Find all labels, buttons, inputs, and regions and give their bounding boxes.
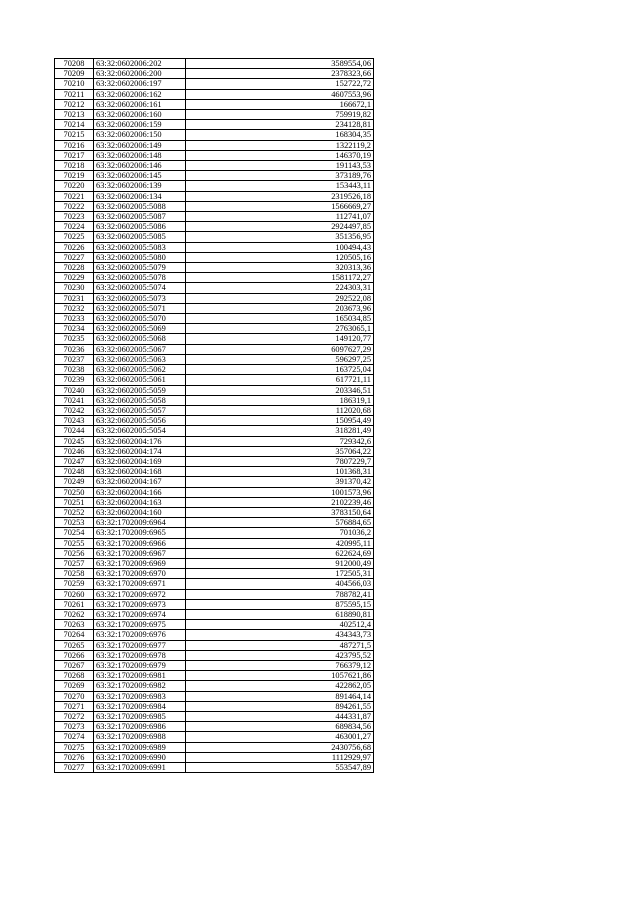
- cadastral-number-cell: 63:32:0602005:5073: [94, 293, 186, 303]
- cadastral-value-cell: 404566,03: [186, 579, 374, 589]
- cadastral-number-cell: 63:32:0602005:5056: [94, 416, 186, 426]
- row-number-cell: 70257: [55, 558, 94, 568]
- cadastral-number-cell: 63:32:1702009:6991: [94, 763, 186, 773]
- table-row: [55, 344, 374, 354]
- cadastral-value-cell: 1322119,2: [186, 140, 374, 150]
- cadastral-value-cell: 434343,73: [186, 630, 374, 640]
- row-number-cell: 70244: [55, 426, 94, 436]
- cadastral-value-cell: 100494,43: [186, 242, 374, 252]
- table-row: [55, 538, 374, 548]
- table-row: [55, 609, 374, 619]
- table-row: [55, 69, 374, 79]
- cadastral-value-cell: 2378323,66: [186, 69, 374, 79]
- cadastral-number-cell: 63:32:1702009:6969: [94, 558, 186, 568]
- cadastral-value-cell: 788782,41: [186, 589, 374, 599]
- cadastral-value-cell: 576884,65: [186, 518, 374, 528]
- table-row: [55, 732, 374, 742]
- cadastral-number-cell: 63:32:1702009:6972: [94, 589, 186, 599]
- row-number-cell: 70215: [55, 130, 94, 140]
- table-row: [55, 263, 374, 273]
- row-number-cell: 70263: [55, 620, 94, 630]
- table-row: [55, 385, 374, 395]
- table-row: [55, 660, 374, 670]
- table-row: [55, 334, 374, 344]
- row-number-cell: 70227: [55, 252, 94, 262]
- cadastral-value-cell: 166672,1: [186, 99, 374, 109]
- row-number-cell: 70208: [55, 59, 94, 69]
- cadastral-value-cell: 3589554,06: [186, 59, 374, 69]
- row-number-cell: 70248: [55, 467, 94, 477]
- row-number-cell: 70267: [55, 660, 94, 670]
- table-row: [55, 99, 374, 109]
- table-row: [55, 150, 374, 160]
- cadastral-value-cell: 617721,11: [186, 375, 374, 385]
- cadastral-value-cell: 373189,76: [186, 171, 374, 181]
- row-number-cell: 70216: [55, 140, 94, 150]
- table-row: [55, 161, 374, 171]
- row-number-cell: 70252: [55, 507, 94, 517]
- cadastral-number-cell: 63:32:0602006:134: [94, 191, 186, 201]
- cadastral-number-cell: 63:32:0602005:5079: [94, 263, 186, 273]
- row-number-cell: 70273: [55, 722, 94, 732]
- cadastral-value-cell: 891464,14: [186, 691, 374, 701]
- row-number-cell: 70251: [55, 497, 94, 507]
- cadastral-number-cell: 63:32:0602006:148: [94, 150, 186, 160]
- row-number-cell: 70214: [55, 120, 94, 130]
- table-row: [55, 569, 374, 579]
- cadastral-value-cell: 292522,08: [186, 293, 374, 303]
- table-row: [55, 701, 374, 711]
- cadastral-value-cell: 172505,31: [186, 569, 374, 579]
- table-row: [55, 681, 374, 691]
- table-row: [55, 140, 374, 150]
- row-number-cell: 70242: [55, 405, 94, 415]
- table-row: [55, 191, 374, 201]
- cadastral-number-cell: 63:32:1702009:6964: [94, 518, 186, 528]
- cadastral-number-cell: 63:32:0602005:5074: [94, 283, 186, 293]
- cadastral-number-cell: 63:32:0602005:5078: [94, 273, 186, 283]
- cadastral-number-cell: 63:32:0602006:139: [94, 181, 186, 191]
- cadastral-number-cell: 63:32:0602004:174: [94, 446, 186, 456]
- row-number-cell: 70271: [55, 701, 94, 711]
- row-number-cell: 70219: [55, 171, 94, 181]
- table-row: [55, 446, 374, 456]
- row-number-cell: 70234: [55, 324, 94, 334]
- table-row: [55, 171, 374, 181]
- cadastral-number-cell: 63:32:1702009:6985: [94, 712, 186, 722]
- cadastral-value-cell: 101368,31: [186, 467, 374, 477]
- table-row: [55, 620, 374, 630]
- cadastral-value-cell: 152722,72: [186, 79, 374, 89]
- table-row: [55, 375, 374, 385]
- cadastral-number-cell: 63:32:0602006:162: [94, 89, 186, 99]
- row-number-cell: 70241: [55, 395, 94, 405]
- cadastral-number-cell: 63:32:1702009:6986: [94, 722, 186, 732]
- table-row: [55, 518, 374, 528]
- table-row: [55, 487, 374, 497]
- table-row: [55, 405, 374, 415]
- row-number-cell: 70229: [55, 273, 94, 283]
- row-number-cell: 70266: [55, 650, 94, 660]
- table-row: [55, 110, 374, 120]
- cadastral-number-cell: 63:32:0602004:160: [94, 507, 186, 517]
- row-number-cell: 70255: [55, 538, 94, 548]
- row-number-cell: 70268: [55, 671, 94, 681]
- row-number-cell: 70230: [55, 283, 94, 293]
- table-row: [55, 579, 374, 589]
- row-number-cell: 70275: [55, 742, 94, 752]
- cadastral-number-cell: 63:32:0602005:5071: [94, 303, 186, 313]
- table-row: [55, 201, 374, 211]
- row-number-cell: 70247: [55, 456, 94, 466]
- table-row: [55, 436, 374, 446]
- row-number-cell: 70254: [55, 528, 94, 538]
- table-row: [55, 242, 374, 252]
- cadastral-value-cell: 622624,69: [186, 548, 374, 558]
- cadastral-number-cell: 63:32:0602004:167: [94, 477, 186, 487]
- cadastral-number-cell: 63:32:0602006:145: [94, 171, 186, 181]
- row-number-cell: 70237: [55, 354, 94, 364]
- row-number-cell: 70217: [55, 150, 94, 160]
- row-number-cell: 70265: [55, 640, 94, 650]
- table-row: [55, 548, 374, 558]
- table-row: [55, 212, 374, 222]
- table-row: [55, 426, 374, 436]
- table-row: [55, 324, 374, 334]
- cadastral-value-cell: 1112929,97: [186, 752, 374, 762]
- table-row: [55, 293, 374, 303]
- cadastral-value-cell: 112020,68: [186, 405, 374, 415]
- cadastral-value-cell: 191143,53: [186, 161, 374, 171]
- table-row: [55, 712, 374, 722]
- row-number-cell: 70253: [55, 518, 94, 528]
- cadastral-number-cell: 63:32:0602005:5085: [94, 232, 186, 242]
- table-row: [55, 650, 374, 660]
- cadastral-value-table: [54, 58, 374, 773]
- table-row: [55, 273, 374, 283]
- cadastral-number-cell: 63:32:1702009:6966: [94, 538, 186, 548]
- cadastral-number-cell: 63:32:1702009:6976: [94, 630, 186, 640]
- row-number-cell: 70246: [55, 446, 94, 456]
- cadastral-number-cell: 63:32:0602005:5068: [94, 334, 186, 344]
- cadastral-value-cell: 186319,1: [186, 395, 374, 405]
- row-number-cell: 70210: [55, 79, 94, 89]
- cadastral-value-cell: 422862,05: [186, 681, 374, 691]
- row-number-cell: 70209: [55, 69, 94, 79]
- cadastral-value-cell: 203673,96: [186, 303, 374, 313]
- cadastral-value-cell: 149120,77: [186, 334, 374, 344]
- row-number-cell: 70269: [55, 681, 94, 691]
- cadastral-value-cell: 120505,16: [186, 252, 374, 262]
- cadastral-number-cell: 63:32:0602005:5057: [94, 405, 186, 415]
- table-row: [55, 763, 374, 773]
- cadastral-value-cell: 165034,85: [186, 314, 374, 324]
- row-number-cell: 70213: [55, 110, 94, 120]
- table-row: [55, 120, 374, 130]
- cadastral-value-cell: 766379,12: [186, 660, 374, 670]
- table-row: [55, 752, 374, 762]
- row-number-cell: 70228: [55, 263, 94, 273]
- cadastral-number-cell: 63:32:0602004:163: [94, 497, 186, 507]
- cadastral-value-cell: 391370,42: [186, 477, 374, 487]
- row-number-cell: 70270: [55, 691, 94, 701]
- cadastral-value-cell: 487271,5: [186, 640, 374, 650]
- table-row: [55, 89, 374, 99]
- cadastral-number-cell: 63:32:0602004:166: [94, 487, 186, 497]
- table-row: [55, 671, 374, 681]
- row-number-cell: 70276: [55, 752, 94, 762]
- row-number-cell: 70277: [55, 763, 94, 773]
- cadastral-value-cell: 318281,49: [186, 426, 374, 436]
- row-number-cell: 70249: [55, 477, 94, 487]
- cadastral-value-cell: 2430756,68: [186, 742, 374, 752]
- cadastral-number-cell: 63:32:0602005:5080: [94, 252, 186, 262]
- table-body: [55, 59, 374, 773]
- cadastral-value-cell: 163725,04: [186, 365, 374, 375]
- cadastral-value-cell: 6097627,29: [186, 344, 374, 354]
- cadastral-number-cell: 63:32:1702009:6971: [94, 579, 186, 589]
- cadastral-value-cell: 420995,11: [186, 538, 374, 548]
- cadastral-value-cell: 224303,31: [186, 283, 374, 293]
- table-row: [55, 59, 374, 69]
- cadastral-value-cell: 2102239,46: [186, 497, 374, 507]
- cadastral-value-cell: 203346,51: [186, 385, 374, 395]
- cadastral-number-cell: 63:32:0602005:5063: [94, 354, 186, 364]
- row-number-cell: 70256: [55, 548, 94, 558]
- cadastral-value-cell: 2319526,18: [186, 191, 374, 201]
- row-number-cell: 70225: [55, 232, 94, 242]
- row-number-cell: 70264: [55, 630, 94, 640]
- cadastral-value-cell: 2763065,1: [186, 324, 374, 334]
- table-row: [55, 456, 374, 466]
- cadastral-number-cell: 63:32:0602005:5086: [94, 222, 186, 232]
- cadastral-value-cell: 153443,11: [186, 181, 374, 191]
- cadastral-number-cell: 63:32:0602006:146: [94, 161, 186, 171]
- row-number-cell: 70235: [55, 334, 94, 344]
- cadastral-value-cell: 112741,07: [186, 212, 374, 222]
- cadastral-number-cell: 63:32:0602005:5067: [94, 344, 186, 354]
- cadastral-value-cell: 553547,89: [186, 763, 374, 773]
- row-number-cell: 70250: [55, 487, 94, 497]
- row-number-cell: 70258: [55, 569, 94, 579]
- cadastral-value-cell: 4607553,96: [186, 89, 374, 99]
- table-row: [55, 467, 374, 477]
- cadastral-number-cell: 63:32:1702009:6983: [94, 691, 186, 701]
- cadastral-value-cell: 875595,15: [186, 599, 374, 609]
- table-row: [55, 630, 374, 640]
- cadastral-value-cell: 150954,49: [186, 416, 374, 426]
- cadastral-number-cell: 63:32:1702009:6975: [94, 620, 186, 630]
- cadastral-number-cell: 63:32:1702009:6988: [94, 732, 186, 742]
- cadastral-value-cell: 7807229,7: [186, 456, 374, 466]
- row-number-cell: 70236: [55, 344, 94, 354]
- row-number-cell: 70272: [55, 712, 94, 722]
- table-row: [55, 130, 374, 140]
- table-row: [55, 416, 374, 426]
- cadastral-number-cell: 63:32:1702009:6974: [94, 609, 186, 619]
- table-row: [55, 558, 374, 568]
- table-row: [55, 589, 374, 599]
- table-row: [55, 395, 374, 405]
- table-row: [55, 222, 374, 232]
- cadastral-number-cell: 63:32:1702009:6965: [94, 528, 186, 538]
- cadastral-number-cell: 63:32:0602006:202: [94, 59, 186, 69]
- table-row: [55, 283, 374, 293]
- table-row: [55, 181, 374, 191]
- cadastral-number-cell: 63:32:1702009:6979: [94, 660, 186, 670]
- cadastral-number-cell: 63:32:0602005:5083: [94, 242, 186, 252]
- cadastral-value-cell: 759919,82: [186, 110, 374, 120]
- table-row: [55, 691, 374, 701]
- cadastral-value-cell: 912000,49: [186, 558, 374, 568]
- cadastral-value-cell: 463001,27: [186, 732, 374, 742]
- table-row: [55, 79, 374, 89]
- cadastral-value-cell: 444331,87: [186, 712, 374, 722]
- table-row: [55, 507, 374, 517]
- row-number-cell: 70222: [55, 201, 94, 211]
- cadastral-value-cell: 2924497,85: [186, 222, 374, 232]
- cadastral-value-cell: 1057621,86: [186, 671, 374, 681]
- cadastral-number-cell: 63:32:0602006:200: [94, 69, 186, 79]
- row-number-cell: 70262: [55, 609, 94, 619]
- cadastral-number-cell: 63:32:0602005:5059: [94, 385, 186, 395]
- cadastral-value-cell: 1001573,96: [186, 487, 374, 497]
- row-number-cell: 70221: [55, 191, 94, 201]
- cadastral-value-cell: 168304,35: [186, 130, 374, 140]
- cadastral-value-cell: 351356,95: [186, 232, 374, 242]
- cadastral-value-cell: 234128,81: [186, 120, 374, 130]
- cadastral-number-cell: 63:32:0602006:149: [94, 140, 186, 150]
- cadastral-number-cell: 63:32:1702009:6967: [94, 548, 186, 558]
- row-number-cell: 70260: [55, 589, 94, 599]
- cadastral-number-cell: 63:32:0602005:5054: [94, 426, 186, 436]
- row-number-cell: 70274: [55, 732, 94, 742]
- row-number-cell: 70231: [55, 293, 94, 303]
- cadastral-number-cell: 63:32:0602005:5058: [94, 395, 186, 405]
- cadastral-number-cell: 63:32:0602004:168: [94, 467, 186, 477]
- cadastral-value-cell: 423795,52: [186, 650, 374, 660]
- row-number-cell: 70243: [55, 416, 94, 426]
- row-number-cell: 70239: [55, 375, 94, 385]
- cadastral-value-cell: 701036,2: [186, 528, 374, 538]
- table-row: [55, 354, 374, 364]
- cadastral-number-cell: 63:32:1702009:6982: [94, 681, 186, 691]
- cadastral-value-cell: 618890,81: [186, 609, 374, 619]
- row-number-cell: 70223: [55, 212, 94, 222]
- cadastral-value-cell: 402512,4: [186, 620, 374, 630]
- cadastral-number-cell: 63:32:0602006:160: [94, 110, 186, 120]
- cadastral-value-cell: 1566669,27: [186, 201, 374, 211]
- cadastral-number-cell: 63:32:1702009:6970: [94, 569, 186, 579]
- cadastral-number-cell: 63:32:1702009:6984: [94, 701, 186, 711]
- row-number-cell: 70226: [55, 242, 94, 252]
- row-number-cell: 70224: [55, 222, 94, 232]
- table-row: [55, 365, 374, 375]
- cadastral-number-cell: 63:32:0602004:169: [94, 456, 186, 466]
- row-number-cell: 70218: [55, 161, 94, 171]
- cadastral-value-cell: 729342,6: [186, 436, 374, 446]
- table-row: [55, 477, 374, 487]
- row-number-cell: 70261: [55, 599, 94, 609]
- cadastral-number-cell: 63:32:0602005:5087: [94, 212, 186, 222]
- cadastral-value-cell: 1581172,27: [186, 273, 374, 283]
- table-row: [55, 497, 374, 507]
- row-number-cell: 70211: [55, 89, 94, 99]
- cadastral-number-cell: 63:32:0602006:197: [94, 79, 186, 89]
- cadastral-value-cell: 894261,55: [186, 701, 374, 711]
- cadastral-number-cell: 63:32:0602005:5088: [94, 201, 186, 211]
- cadastral-value-cell: 3783150,64: [186, 507, 374, 517]
- row-number-cell: 70259: [55, 579, 94, 589]
- cadastral-number-cell: 63:32:0602005:5061: [94, 375, 186, 385]
- table-row: [55, 599, 374, 609]
- table-row: [55, 528, 374, 538]
- table-row: [55, 722, 374, 732]
- cadastral-number-cell: 63:32:1702009:6978: [94, 650, 186, 660]
- row-number-cell: 70233: [55, 314, 94, 324]
- cadastral-number-cell: 63:32:1702009:6990: [94, 752, 186, 762]
- table-row: [55, 742, 374, 752]
- cadastral-number-cell: 63:32:0602006:161: [94, 99, 186, 109]
- cadastral-value-cell: 320313,36: [186, 263, 374, 273]
- cadastral-number-cell: 63:32:1702009:6973: [94, 599, 186, 609]
- cadastral-number-cell: 63:32:0602006:150: [94, 130, 186, 140]
- cadastral-number-cell: 63:32:0602005:5069: [94, 324, 186, 334]
- row-number-cell: 70220: [55, 181, 94, 191]
- table-row: [55, 232, 374, 242]
- cadastral-value-cell: 689834,56: [186, 722, 374, 732]
- row-number-cell: 70232: [55, 303, 94, 313]
- table-row: [55, 314, 374, 324]
- row-number-cell: 70212: [55, 99, 94, 109]
- table-row: [55, 303, 374, 313]
- cadastral-number-cell: 63:32:0602006:159: [94, 120, 186, 130]
- row-number-cell: 70245: [55, 436, 94, 446]
- cadastral-number-cell: 63:32:0602004:176: [94, 436, 186, 446]
- cadastral-number-cell: 63:32:1702009:6981: [94, 671, 186, 681]
- cadastral-number-cell: 63:32:1702009:6977: [94, 640, 186, 650]
- row-number-cell: 70240: [55, 385, 94, 395]
- cadastral-value-cell: 596297,25: [186, 354, 374, 364]
- cadastral-value-cell: 146370,19: [186, 150, 374, 160]
- row-number-cell: 70238: [55, 365, 94, 375]
- table-row: [55, 252, 374, 262]
- cadastral-number-cell: 63:32:1702009:6989: [94, 742, 186, 752]
- table-row: [55, 640, 374, 650]
- cadastral-number-cell: 63:32:0602005:5062: [94, 365, 186, 375]
- cadastral-number-cell: 63:32:0602005:5070: [94, 314, 186, 324]
- cadastral-value-cell: 357064,22: [186, 446, 374, 456]
